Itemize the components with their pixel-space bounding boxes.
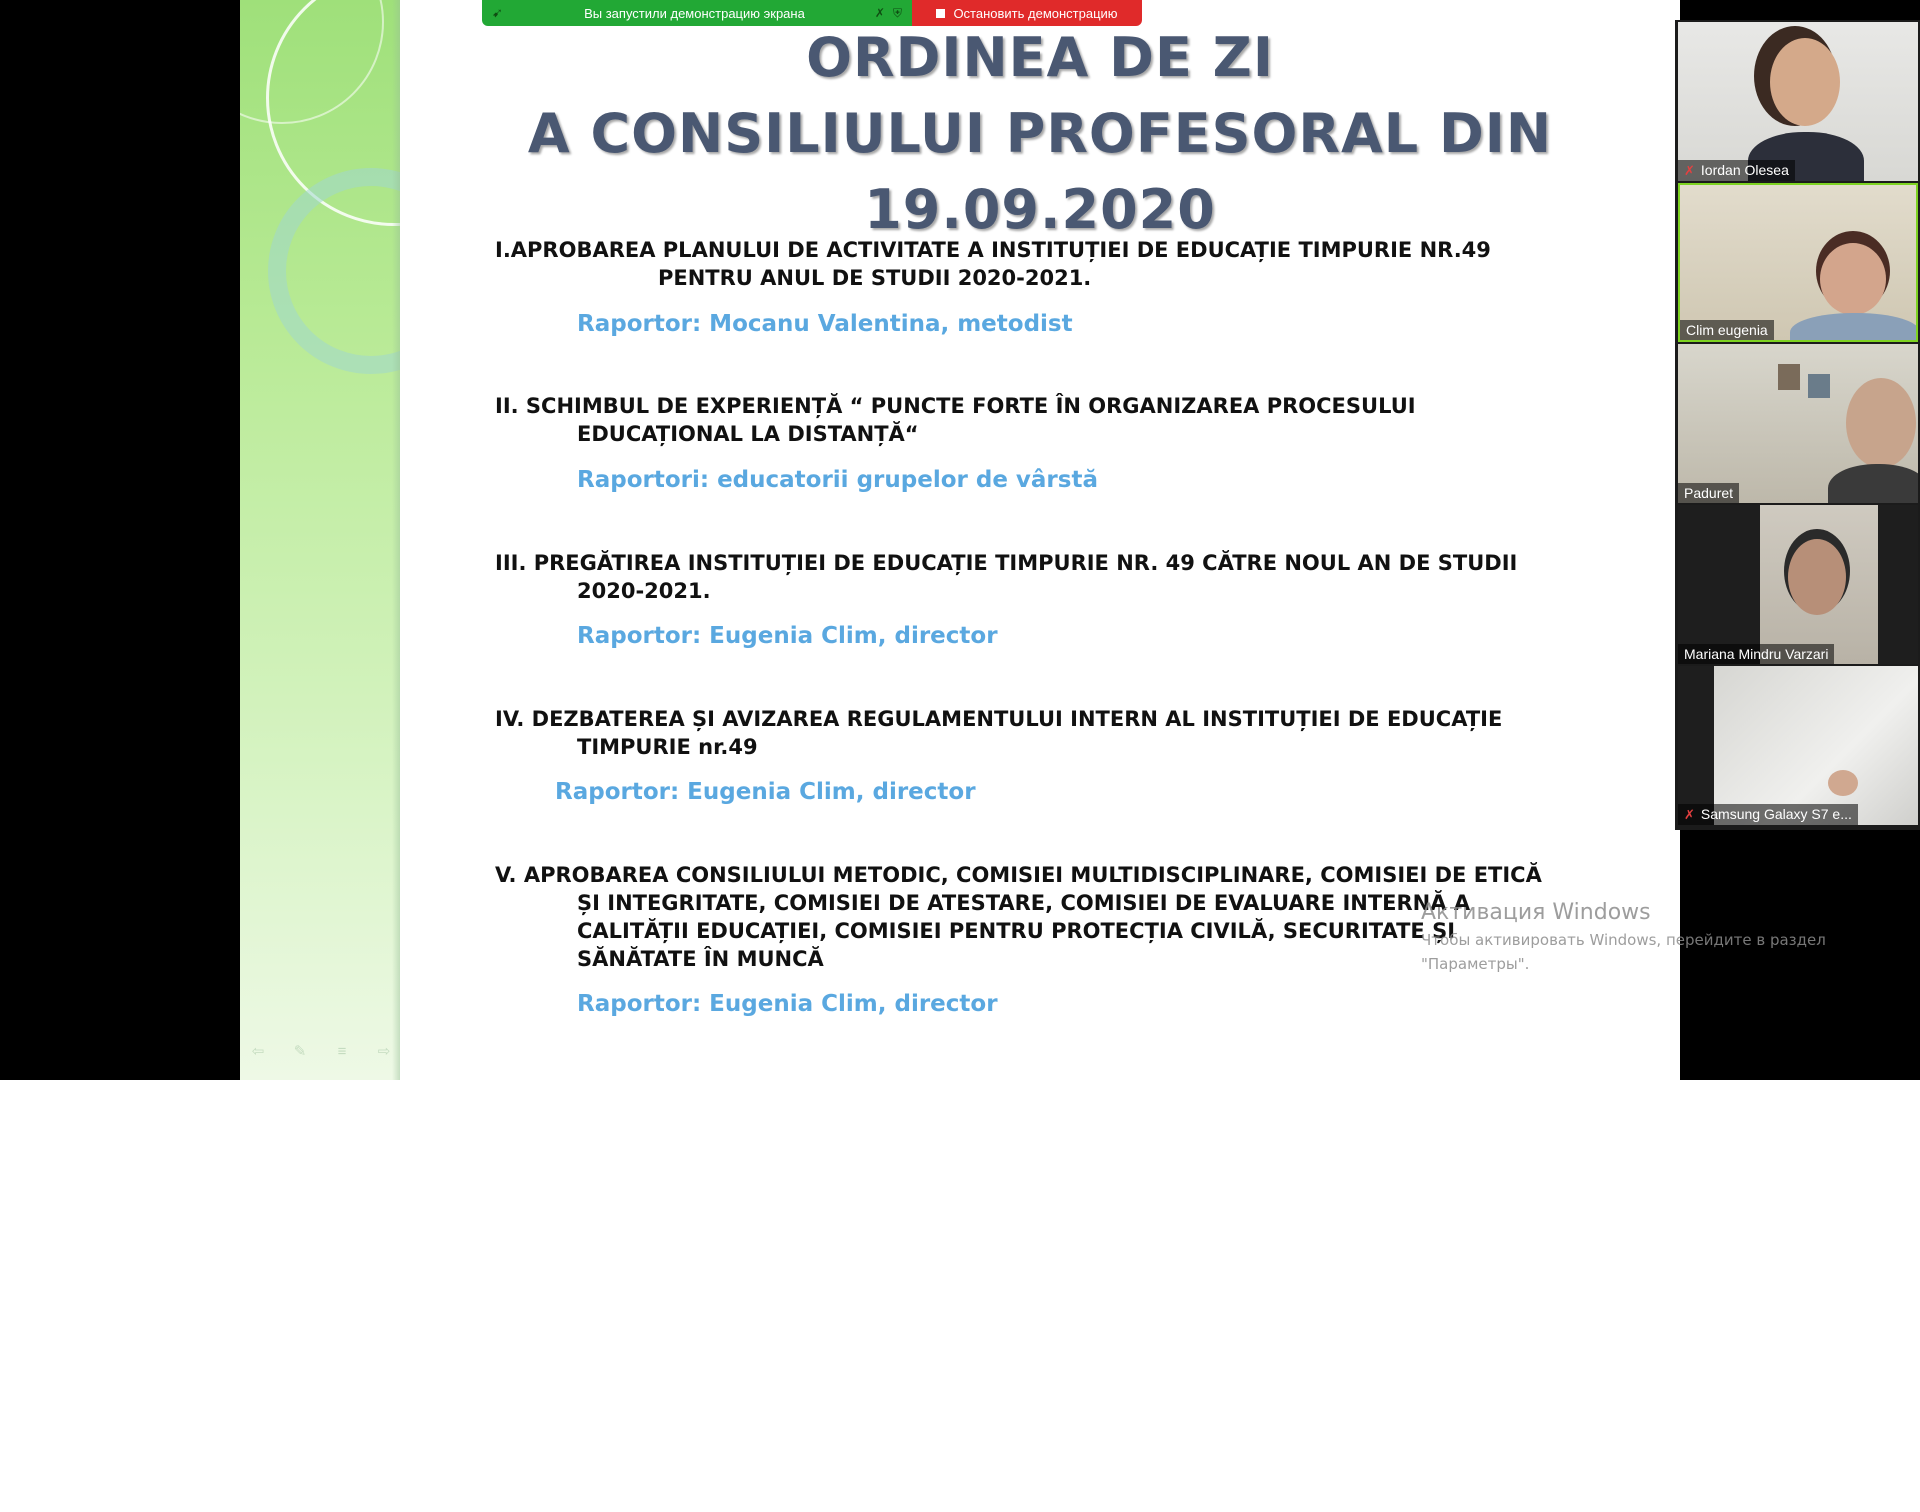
slide-title-line: ORDINEA DE ZI (806, 26, 1274, 89)
slide-decorative-sidebar (240, 0, 400, 1080)
slide-navigation (248, 1044, 394, 1060)
slide-title-line: 19.09.2020 (864, 178, 1216, 241)
stop-share-button[interactable] (912, 0, 1142, 26)
agenda-item-text: II. SCHIMBUL DE EXPERIENȚĂ “ PUNCTE FORTE ÎN ORGANIZAREA PROCESULUI (495, 394, 1416, 418)
wall-photo (1808, 374, 1830, 398)
agenda-item-text: III. PREGĂTIREA INSTITUȚIEI DE EDUCAȚIE TIMPURIE NR. 49 CĂTRE NOUL AN DE STUDII (495, 551, 1518, 575)
participants-panel (1675, 20, 1920, 830)
mic-muted-icon[interactable]: ✗ (874, 6, 885, 20)
participant-video-tile[interactable] (1678, 344, 1918, 503)
mic-muted-icon: ✗ (1684, 163, 1695, 178)
participant-silhouette (1790, 313, 1918, 342)
mic-muted-icon: ✗ (1684, 807, 1695, 822)
next-slide-icon[interactable]: ⇨ (377, 1043, 391, 1060)
slide-title-line: A CONSILIULUI PROFESORAL DIN (527, 102, 1553, 165)
participant-video-tile[interactable] (1678, 22, 1918, 181)
participant-name: Samsung Galaxy S7 e... (1700, 806, 1852, 822)
agenda-item-2 (495, 392, 1635, 448)
participant-name-tag: Mariana Mindru Varzari (1678, 644, 1834, 664)
agenda-item-3 (495, 549, 1635, 605)
agenda-item-text: EDUCAȚIONAL LA DISTANȚĂ“ (577, 422, 919, 446)
participant-name-tag (1678, 804, 1858, 825)
participant-silhouette (1820, 243, 1886, 315)
participant-silhouette (1788, 539, 1846, 615)
participant-video (1714, 666, 1918, 825)
stop-share-label: Остановить демонстрацию (953, 5, 1118, 21)
agenda-reporter: Raportor: Eugenia Clim, director (577, 991, 998, 1017)
decorative-ring (268, 168, 400, 374)
agenda-reporter: Raportor: Eugenia Clim, director (577, 623, 998, 649)
screen-share-bar (482, 0, 1142, 26)
agenda-reporter: Raportori: educatorii grupelor de vârstă (577, 467, 1098, 493)
windows-activation-watermark (1421, 898, 1826, 976)
agenda-reporter: Raportor: Eugenia Clim, director (555, 779, 976, 805)
agenda-item-text: PENTRU ANUL DE STUDII 2020-2021. (658, 266, 1092, 290)
participant-video-tile-active-speaker[interactable] (1678, 183, 1918, 342)
slide-title (400, 20, 1680, 248)
agenda-item-text: IV. DEZBATEREA ȘI AVIZAREA REGULAMENTULUI INTERN AL INSTITUȚIEI DE EDUCAȚIE (495, 707, 1503, 731)
agenda-reporter: Raportor: Mocanu Valentina, metodist (577, 311, 1073, 337)
activation-title: Активация Windows (1421, 900, 1651, 925)
participant-name: Iordan Olesea (1700, 162, 1789, 178)
agenda-item-4 (495, 705, 1635, 761)
agenda-item-text: ȘI INTEGRITATE, COMISIEI DE ATESTARE, COMISIEI DE EVALUARE INTERNĂ A (577, 891, 1471, 915)
participant-name-tag: Paduret (1678, 483, 1739, 503)
agenda-item-text: CALITĂȚII EDUCAȚIEI, COMISIEI PENTRU PROTECȚIA CIVILĂ, SECURITATE ȘI (577, 919, 1456, 943)
agenda-item-text: TIMPURIE nr.49 (577, 735, 758, 759)
share-arrow-icon: ➹ (492, 5, 503, 20)
menu-icon[interactable]: ≡ (337, 1043, 347, 1060)
agenda-item-text: 2020-2021. (577, 579, 711, 603)
participant-video-tile[interactable] (1678, 666, 1918, 825)
participant-name-tag: Clim eugenia (1680, 320, 1774, 340)
agenda-item-1 (495, 236, 1635, 292)
share-status-label: Вы запустили демонстрацию экрана (584, 5, 805, 21)
share-status-pill[interactable] (482, 0, 912, 26)
participant-silhouette (1770, 38, 1840, 126)
activation-text: Чтобы активировать Windows, перейдите в раздел (1421, 931, 1826, 949)
agenda-item-text: V. APROBAREA CONSILIULUI METODIC, COMISIEI MULTIDISCIPLINARE, COMISIEI DE ETICĂ (495, 863, 1542, 887)
participant-silhouette (1828, 464, 1918, 503)
pen-icon[interactable]: ✎ (293, 1043, 307, 1060)
activation-text: "Параметры". (1421, 955, 1530, 973)
participant-video (1760, 505, 1878, 664)
security-shield-icon[interactable]: ⛨ (892, 5, 902, 20)
participant-silhouette (1846, 378, 1916, 468)
agenda-item-text: I.APROBAREA PLANULUI DE ACTIVITATE A INSTITUȚIEI DE EDUCAȚIE TIMPURIE NR.49 (495, 238, 1491, 262)
participant-video-tile[interactable] (1678, 505, 1918, 664)
agenda-item-text: SĂNĂTATE ÎN MUNCĂ (577, 947, 824, 971)
previous-slide-icon[interactable]: ⇦ (251, 1043, 265, 1060)
participant-silhouette (1828, 770, 1858, 796)
stop-icon (936, 9, 945, 18)
participant-name-tag (1678, 160, 1795, 181)
wall-photo (1778, 364, 1800, 390)
